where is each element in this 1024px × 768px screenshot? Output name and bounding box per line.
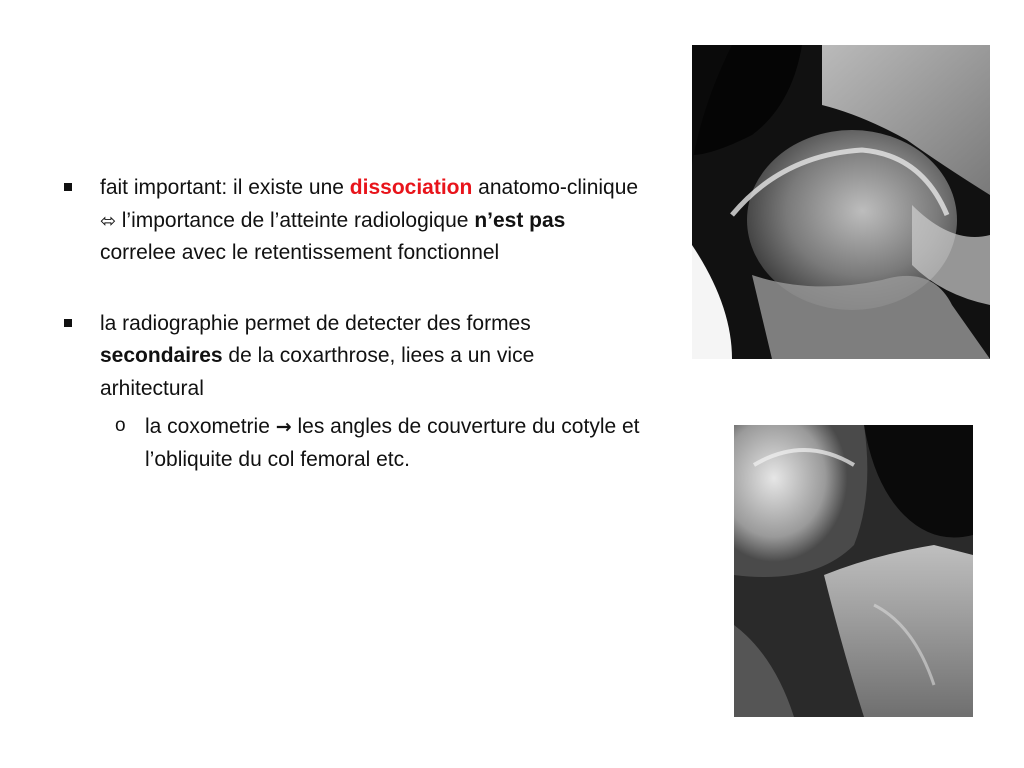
bullet-text	[100, 312, 534, 400]
square-bullet-icon	[64, 183, 72, 191]
hip-xray-2-drawing	[734, 425, 973, 717]
text-segment: de la coxarthrose, liees a un vice arhitectural	[100, 344, 535, 400]
text-segment: anatomo-clinique	[472, 176, 639, 199]
text-segment: la radiographie permet de detecter des formes	[100, 311, 531, 335]
text-segment: la coxometrie	[145, 415, 276, 439]
text-segment: fait important: il existe une	[100, 176, 350, 199]
sub-bullet-text	[145, 415, 640, 471]
sub-bullet-item	[62, 411, 642, 476]
emphasis-secondaires: secondaires	[100, 344, 223, 368]
text-segment: l’importance de l’atteinte radiologique	[115, 208, 475, 232]
hip-xray-image-1	[692, 45, 990, 359]
right-arrow-icon: →	[275, 416, 292, 439]
emphasis-nest-pas: n’est pas	[474, 208, 566, 232]
bullet-item-1	[62, 172, 642, 270]
square-bullet-icon	[64, 319, 72, 327]
text-segment: les angles de couverture du cotyle et l’obliquite du col femoral etc.	[145, 415, 640, 471]
double-arrow-icon: ⬄	[100, 209, 116, 232]
bullet-item-2	[62, 308, 642, 406]
slide-body	[62, 172, 642, 476]
circle-bullet-icon: o	[115, 415, 126, 437]
text-segment: correlee avec le retentissement fonctionnel	[100, 241, 500, 265]
hip-xray-image-2	[734, 425, 973, 717]
highlight-dissociation: dissociation	[349, 176, 473, 199]
bullet-text	[100, 176, 638, 264]
hip-xray-1-drawing	[692, 45, 990, 359]
